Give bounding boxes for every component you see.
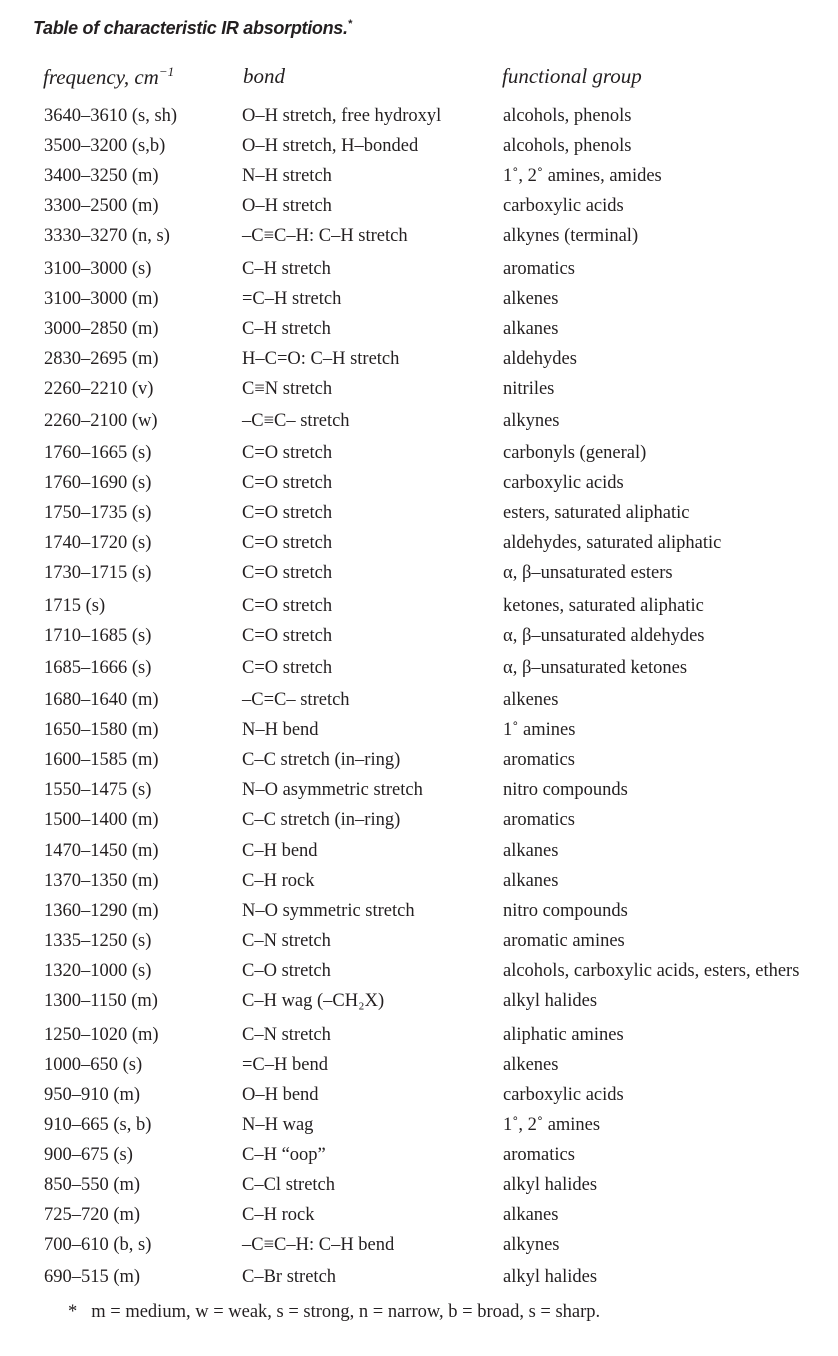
table-title-text: Table of characteristic IR absorptions.	[33, 18, 348, 38]
cell-frequency: 1740–1720 (s)	[44, 533, 152, 553]
title-footnote-mark: *	[347, 18, 352, 30]
table-row	[0, 720, 838, 748]
table-row	[0, 259, 838, 287]
table-row	[0, 871, 838, 899]
table-row	[0, 1235, 838, 1263]
cell-functional-group: 1˚ amines	[503, 720, 576, 740]
cell-bond: O–H bend	[242, 1085, 319, 1105]
table-row	[0, 626, 838, 654]
cell-frequency: 1710–1685 (s)	[44, 626, 152, 646]
cell-bond: C–H “oop”	[242, 1145, 326, 1165]
cell-bond: C–C stretch (in–ring)	[242, 750, 401, 770]
cell-bond: C–Br stretch	[242, 1267, 337, 1287]
cell-bond: C–O stretch	[242, 961, 331, 981]
cell-functional-group: alcohols, phenols	[503, 136, 632, 156]
cell-functional-group: alcohols, phenols	[503, 106, 632, 126]
table-row	[0, 563, 838, 591]
cell-bond: N–O symmetric stretch	[242, 901, 415, 921]
cell-functional-group: alkanes	[503, 871, 559, 891]
cell-bond: C–H stretch	[242, 259, 331, 279]
column-header-frequency-text: frequency, cm	[43, 65, 159, 89]
cell-functional-group: aromatic amines	[503, 931, 625, 951]
cell-bond: N–H bend	[242, 720, 319, 740]
cell-functional-group: α, β–unsaturated aldehydes	[503, 626, 705, 646]
cell-bond: =C–H bend	[242, 1055, 328, 1075]
table-row	[0, 658, 838, 686]
table-row	[0, 931, 838, 959]
cell-frequency: 3500–3200 (s,b)	[44, 136, 166, 156]
footnote	[68, 1302, 600, 1323]
cell-bond: O–H stretch, H–bonded	[242, 136, 419, 156]
cell-bond: C–H wag (–CH₂X)	[242, 991, 385, 1011]
column-header-frequency-exponent: −1	[158, 64, 175, 79]
table-row	[0, 1145, 838, 1173]
cell-functional-group: carboxylic acids	[503, 196, 624, 216]
cell-functional-group: alkyl halides	[503, 1175, 598, 1195]
column-header-bond: bond	[243, 64, 285, 88]
cell-bond: N–O asymmetric stretch	[242, 780, 423, 800]
table-row	[0, 166, 838, 194]
cell-frequency: 3300–2500 (m)	[44, 196, 159, 216]
cell-bond: C=O stretch	[242, 596, 333, 616]
cell-functional-group: alkenes	[503, 690, 559, 710]
table-row	[0, 226, 838, 254]
footnote-text: m = medium, w = weak, s = strong, n = narrow, b = broad, s = sharp.	[91, 1302, 601, 1322]
table-row	[0, 961, 838, 989]
cell-functional-group: alkanes	[503, 319, 559, 339]
cell-bond: C–H rock	[242, 1205, 315, 1225]
table-row	[0, 596, 838, 624]
cell-frequency: 1320–1000 (s)	[44, 961, 152, 981]
cell-frequency: 1500–1400 (m)	[44, 810, 159, 830]
cell-frequency: 1370–1350 (m)	[44, 871, 159, 891]
table-row	[0, 503, 838, 531]
cell-functional-group: α, β–unsaturated ketones	[503, 658, 688, 678]
cell-functional-group: nitro compounds	[503, 901, 628, 921]
table-row	[0, 443, 838, 471]
cell-bond: –C≡C–H: C–H stretch	[242, 226, 408, 246]
cell-functional-group: alkanes	[503, 1205, 559, 1225]
table-row	[0, 1055, 838, 1083]
cell-bond: C=O stretch	[242, 503, 333, 523]
cell-functional-group: aromatics	[503, 750, 575, 770]
cell-bond: C–N stretch	[242, 1025, 331, 1045]
cell-functional-group: aromatics	[503, 259, 575, 279]
table-row	[0, 991, 838, 1019]
table-row	[0, 411, 838, 439]
cell-frequency: 3640–3610 (s, sh)	[44, 106, 178, 126]
table-row	[0, 841, 838, 869]
cell-bond: C≡N stretch	[242, 379, 333, 399]
cell-frequency: 1730–1715 (s)	[44, 563, 152, 583]
cell-frequency: 1750–1735 (s)	[44, 503, 152, 523]
cell-bond: N–H stretch	[242, 166, 332, 186]
cell-frequency: 1600–1585 (m)	[44, 750, 159, 770]
cell-bond: –C≡C–H: C–H bend	[242, 1235, 395, 1255]
cell-frequency: 3100–3000 (m)	[44, 289, 159, 309]
cell-frequency: 850–550 (m)	[44, 1175, 141, 1195]
cell-frequency: 900–675 (s)	[44, 1145, 133, 1165]
cell-frequency: 1000–650 (s)	[44, 1055, 143, 1075]
cell-bond: O–H stretch, free hydroxyl	[242, 106, 442, 126]
cell-frequency: 2260–2210 (v)	[44, 379, 154, 399]
cell-functional-group: 1˚, 2˚ amines, amides	[503, 166, 662, 186]
cell-functional-group: 1˚, 2˚ amines	[503, 1115, 601, 1135]
cell-functional-group: alkyl halides	[503, 1267, 598, 1287]
cell-functional-group: α, β–unsaturated esters	[503, 563, 673, 583]
cell-frequency: 3330–3270 (n, s)	[44, 226, 170, 246]
cell-bond: =C–H stretch	[242, 289, 342, 309]
cell-functional-group: carboxylic acids	[503, 473, 624, 493]
cell-functional-group: aromatics	[503, 810, 575, 830]
cell-frequency: 1300–1150 (m)	[44, 991, 158, 1011]
cell-frequency: 1250–1020 (m)	[44, 1025, 159, 1045]
cell-bond: –C≡C– stretch	[242, 411, 350, 431]
cell-frequency: 1360–1290 (m)	[44, 901, 159, 921]
cell-bond: C=O stretch	[242, 563, 333, 583]
table-row	[0, 1175, 838, 1203]
cell-bond: C=O stretch	[242, 658, 333, 678]
cell-frequency: 1685–1666 (s)	[44, 658, 152, 678]
cell-functional-group: carboxylic acids	[503, 1085, 624, 1105]
cell-functional-group: ketones, saturated aliphatic	[503, 596, 704, 616]
cell-functional-group: esters, saturated aliphatic	[503, 503, 690, 523]
cell-frequency: 1760–1665 (s)	[44, 443, 152, 463]
table-row	[0, 780, 838, 808]
cell-frequency: 725–720 (m)	[44, 1205, 141, 1225]
cell-bond: H–C=O: C–H stretch	[242, 349, 400, 369]
cell-functional-group: alkanes	[503, 841, 559, 861]
cell-frequency: 690–515 (m)	[44, 1267, 141, 1287]
cell-functional-group: aliphatic amines	[503, 1025, 624, 1045]
cell-frequency: 2260–2100 (w)	[44, 411, 158, 431]
cell-bond: C=O stretch	[242, 533, 333, 553]
cell-functional-group: aromatics	[503, 1145, 575, 1165]
table-row	[0, 1205, 838, 1233]
cell-functional-group: alkynes	[503, 411, 560, 431]
cell-bond: O–H stretch	[242, 196, 332, 216]
cell-functional-group: alkyl halides	[503, 991, 598, 1011]
cell-frequency: 1650–1580 (m)	[44, 720, 159, 740]
table-row	[0, 533, 838, 561]
cell-frequency: 700–610 (b, s)	[44, 1235, 152, 1255]
cell-bond: –C=C– stretch	[242, 690, 350, 710]
table-row	[0, 750, 838, 778]
cell-frequency: 3400–3250 (m)	[44, 166, 159, 186]
cell-bond: C–N stretch	[242, 931, 331, 951]
cell-functional-group: nitriles	[503, 379, 555, 399]
cell-frequency: 1470–1450 (m)	[44, 841, 159, 861]
cell-bond: C=O stretch	[242, 443, 333, 463]
cell-bond: C–H rock	[242, 871, 315, 891]
cell-frequency: 1680–1640 (m)	[44, 690, 159, 710]
cell-bond: C–H bend	[242, 841, 318, 861]
table-row	[0, 289, 838, 317]
cell-bond: N–H wag	[242, 1115, 314, 1135]
table-row	[0, 810, 838, 838]
cell-bond: C=O stretch	[242, 473, 333, 493]
cell-frequency: 1760–1690 (s)	[44, 473, 152, 493]
table-row	[0, 1115, 838, 1143]
cell-functional-group: alkynes (terminal)	[503, 226, 639, 246]
table-row	[0, 319, 838, 347]
table-row	[0, 1085, 838, 1113]
cell-functional-group: carbonyls (general)	[503, 443, 647, 463]
cell-functional-group: alcohols, carboxylic acids, esters, ethers	[503, 961, 800, 981]
cell-functional-group: alkynes	[503, 1235, 560, 1255]
cell-functional-group: alkenes	[503, 1055, 559, 1075]
table-row	[0, 196, 838, 224]
table-row	[0, 379, 838, 407]
cell-frequency: 950–910 (m)	[44, 1085, 141, 1105]
cell-functional-group: aldehydes, saturated aliphatic	[503, 533, 722, 553]
cell-frequency: 2830–2695 (m)	[44, 349, 159, 369]
table-row	[0, 901, 838, 929]
cell-frequency: 3000–2850 (m)	[44, 319, 159, 339]
cell-bond: C=O stretch	[242, 626, 333, 646]
cell-frequency: 1550–1475 (s)	[44, 780, 152, 800]
cell-frequency: 1335–1250 (s)	[44, 931, 152, 951]
cell-bond: C–H stretch	[242, 319, 331, 339]
footnote-mark: *	[68, 1302, 78, 1322]
cell-functional-group: nitro compounds	[503, 780, 628, 800]
cell-frequency: 1715 (s)	[44, 596, 106, 616]
table-row	[0, 473, 838, 501]
table-row	[0, 106, 838, 134]
cell-functional-group: alkenes	[503, 289, 559, 309]
cell-frequency: 3100–3000 (s)	[44, 259, 152, 279]
cell-functional-group: aldehydes	[503, 349, 577, 369]
cell-bond: C–C stretch (in–ring)	[242, 810, 401, 830]
table-row	[0, 1267, 838, 1295]
cell-frequency: 910–665 (s, b)	[44, 1115, 152, 1135]
table-row	[0, 1025, 838, 1053]
table-row	[0, 690, 838, 718]
table-row	[0, 136, 838, 164]
column-header-functional-group: functional group	[502, 64, 642, 88]
cell-bond: C–Cl stretch	[242, 1175, 336, 1195]
table-row	[0, 349, 838, 377]
